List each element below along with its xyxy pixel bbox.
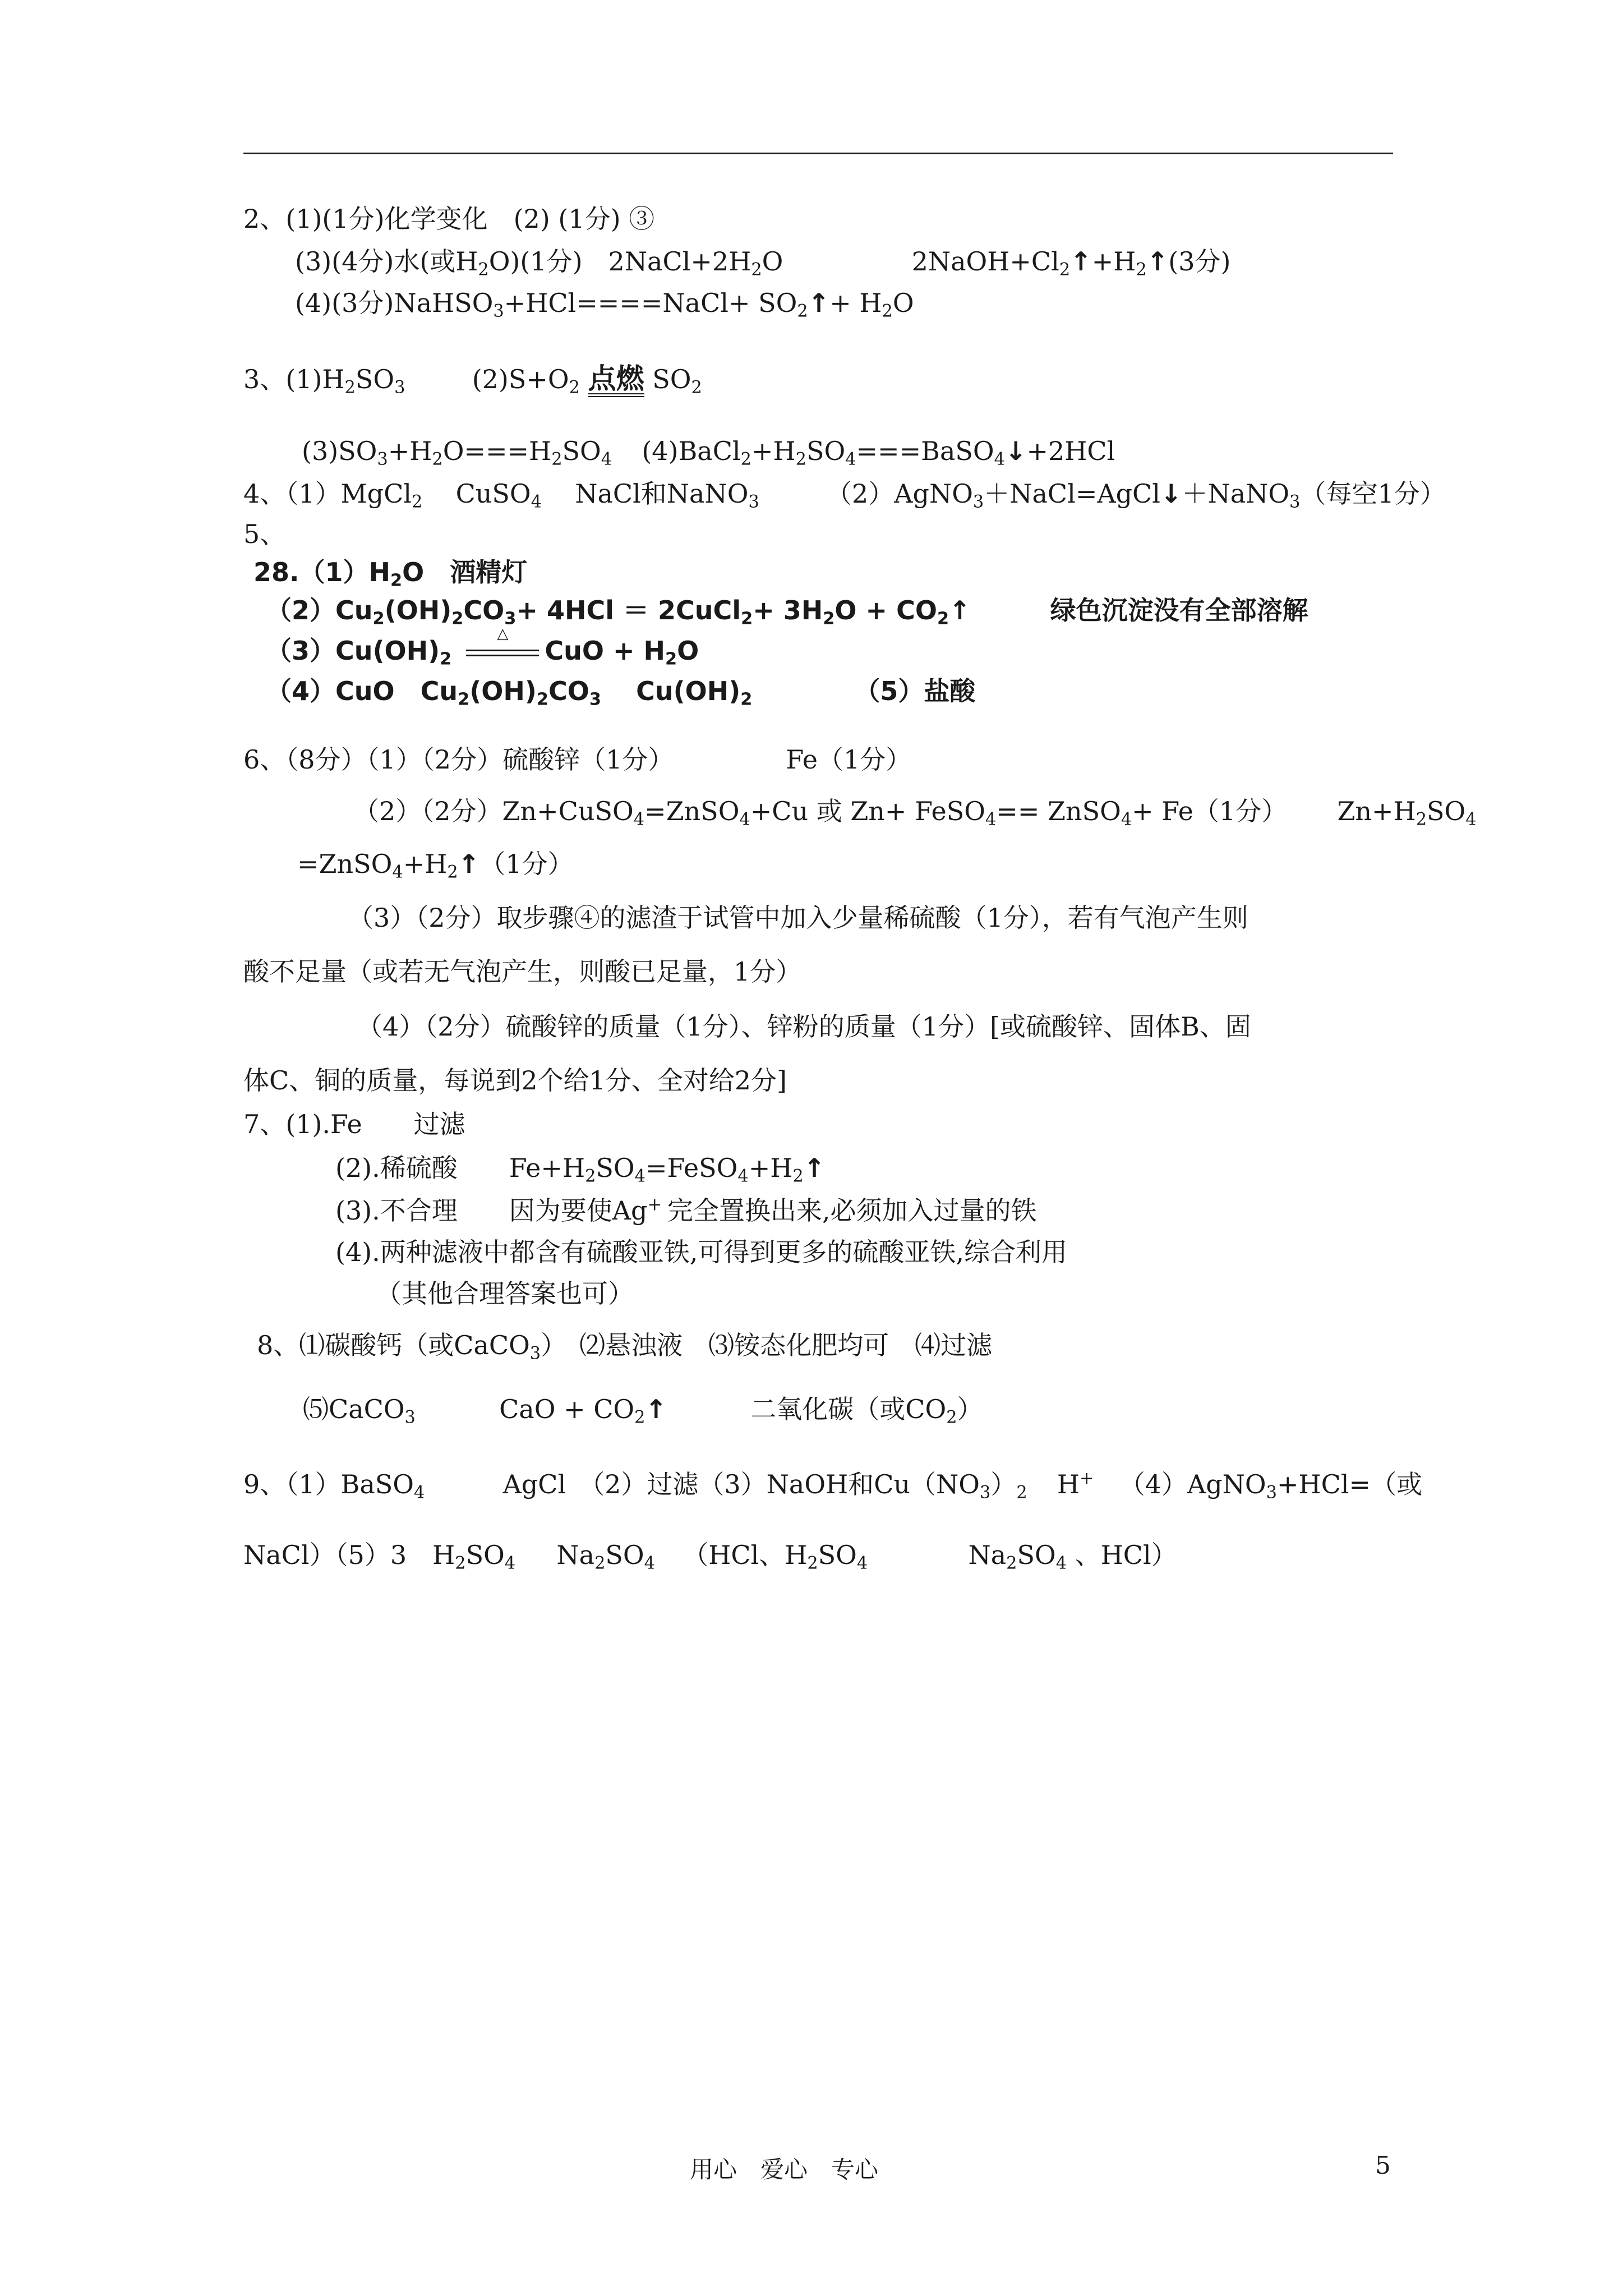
q5-scan-row-1: $28.(1)H_2O$ 酒精灯 (253, 557, 528, 591)
ignite-condition: 点燃 (588, 364, 644, 397)
q3-line-2: $(3)SO_3+H_2O===H_2SO_4$ $(4)BaCl_2+H_2SO_4===BaSO_4↓+2HCl$ (302, 436, 1115, 470)
q8-line-2: ⑸CaCO$_3$ CaO + $CO_2↑$ 二氧化碳（或$CO_2$） (303, 1394, 983, 1428)
q7-line-3: (3).不合理 因为要使Ag+ 完全置换出来,必须加入过量的铁 (335, 1195, 1037, 1226)
q9-line-2: NaCl）（5）3 $H_2SO_4$ $Na_2SO_4$ （HCl、$H_2SO_4$ $Na_2SO_4$ 、HCl） (243, 1540, 1177, 1573)
page-number: 5 (1375, 2151, 1391, 2180)
q6-line-7: 体C、铜的质量，每说到2个给1分、全对给2分] (243, 1065, 787, 1096)
q7-line-5: （其他合理答案也可） (376, 1278, 634, 1309)
q6-line-6: （4）（2分）硫酸锌的质量（1分）、锌粉的质量（1分）[或硫酸锌、固体B、固 (357, 1011, 1251, 1042)
q6-line-3: $=ZnSO_4+H_2↑(1$分） (297, 849, 574, 882)
q9-line-1: 9、（1）BaSO$_4$ AgCl （2）过滤（3）NaOH和$Cu(NO_3)_2$ H+ （4）AgNO$_3$+HCl=（或 (243, 1469, 1423, 1503)
q5-scan-row-4: （4）CuO $Cu_2(OH)_2CO_3$ $Cu(OH)_2$ （5）盐酸 (266, 676, 976, 710)
q6-line-5: 酸不足量（或若无气泡产生，则酸已足量，1分） (243, 956, 802, 987)
q6-line-1: 6、（8分）（1）（2分）硫酸锌（1分） Fe（1分） (243, 744, 912, 775)
q2-line-1: 2、(1)(1分)化学变化 (2) (1分) ③ (243, 204, 655, 234)
q7-line-2: (2).稀硫酸 $Fe+H_2SO_4=FeSO_4+H_2↑$ (335, 1153, 826, 1186)
q6-line-4: （3）（2分）取步骤④的滤渣于试管中加入少量稀硫酸（1分），若有气泡产生则 (348, 903, 1248, 933)
q8-line-1: 8、⑴碳酸钙（或CaCO$_3$） ⑵悬浊液 ⑶铵态化肥均可 ⑷过滤 (257, 1330, 993, 1364)
footer-motto: 用心 爱心 专心 (690, 2156, 879, 2183)
heating-condition: △ (466, 635, 539, 666)
q2-line-2: (3)(4分)水(或$H_2O)(1$分) $2NaCl+2H_2O$ $2NaOH+Cl_2↑+H_2↑(3$分) (295, 246, 1231, 280)
q7-line-4: (4).两种滤液中都含有硫酸亚铁,可得到更多的硫酸亚铁,综合利用 (335, 1237, 1068, 1267)
q5-label: 5、 (243, 519, 286, 549)
q3-line-1: 3、$(1)H_2SO_3$ $(2)S+O_2$ 点燃 $SO_2$ (243, 362, 702, 398)
q2-line-3: (4)(3分)NaHSO$_3$+HCl====NaCl+ $SO_2↑+ H_2O$ (295, 288, 914, 321)
header-rule (243, 153, 1393, 154)
q7-line-1: 7、(1).Fe 过滤 (243, 1109, 465, 1139)
q5-scan-row-2: $(2)Cu_2(OH)_2CO_3+ 4HCl$ ＝ 2CuCl$_2$+ $3H_2O$ + $CO_2↑$ 绿色沉淀没有全部溶解 (266, 595, 1308, 629)
q4-line: 4、（1）MgCl$_2$ CuSO$_4$ NaCl和NaNO$_3$ （2）AgNO$_3$＋NaCl=AgCl↓＋NaNO$_3$（每空1分） (243, 478, 1446, 512)
q6-line-2: （2）（2分）Zn+CuSO$_4$=ZnSO$_4$+Cu 或 Zn+ FeSO$_4$== ZnSO$_4$+ Fe（1分） $Zn+H_2SO_4$ (353, 796, 1477, 830)
q5-scan-row-3: $(3)Cu(OH)_2$ △ CuO + $H_2O$ (266, 625, 699, 669)
